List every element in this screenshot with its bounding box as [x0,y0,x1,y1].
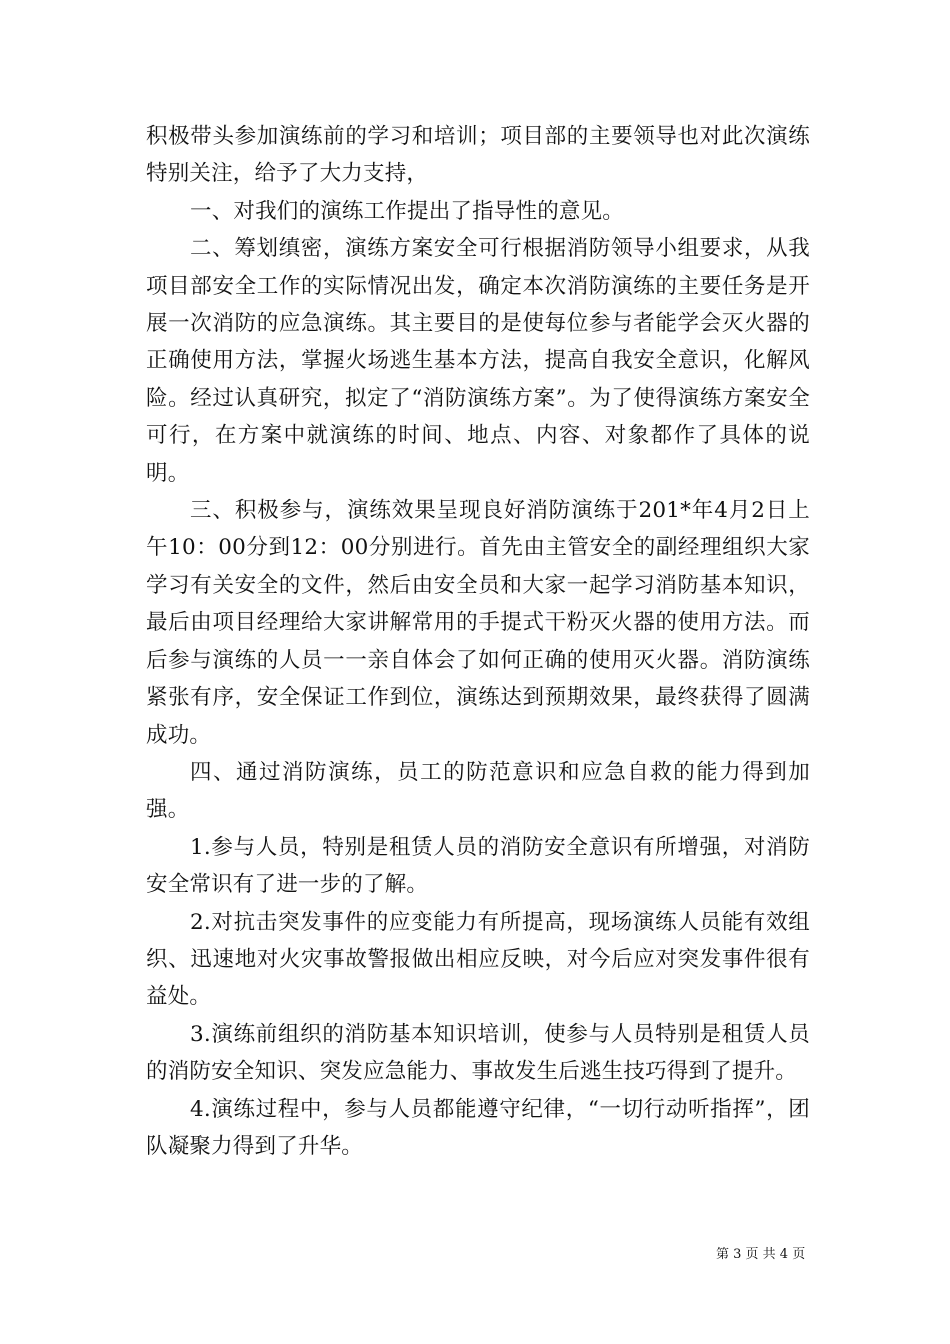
page-number: 第 3 页 共 4 页 [716,1247,806,1262]
list-item-3: 3.演练前组织的消防基本知识培训，使参与人员特别是租赁人员的消防安全知识、突发应急能力、事故发生后逃生技巧得到了提升。 [146,1021,810,1085]
list-item-4: 4.演练过程中，参与人员都能遵守纪律，“一切行动听指挥”，团队凝聚力得到了升华。 [146,1096,810,1159]
list-item-1: 1.参与人员，特别是租赁人员的消防安全意识有所增强，对消防安全常识有了进一步的了解。 [146,834,810,898]
document-body [146,118,810,1165]
paragraph-section-1: 一、对我们的演练工作提出了指导性的意见。 [190,198,625,224]
paragraph-section-3: 三、积极参与，演练效果呈现良好消防演练于201*年4月2日上午10：00分到12：00分别进行。首先由主管安全的副经理组织大家学习有关安全的文件，然后由安全员和大家一起学习消防基本知识，最后由项目经理给大家讲解常用的手提式干粉灭火器的使用方法。而后参与演练的人员一一亲自体会了如何正确的使用灭火器。消防演练紧张有序，安全保证工作到位，演练达到预期效果，最终获得了圆满成功。 [146,498,810,748]
list-item-2: 2.对抗击突发事件的应变能力有所提高，现场演练人员能有效组织、迅速地对火灾事故警报做出相应反映，对今后应对突发事件很有益处。 [146,909,810,1010]
paragraph-section-4: 四、通过消防演练，员工的防范意识和应急自救的能力得到加强。 [146,759,810,823]
paragraph-section-2: 二、筹划缜密，演练方案安全可行根据消防领导小组要求，从我项目部安全工作的实际情况出发，确定本次消防演练的主要任务是开展一次消防的应急演练。其主要目的是使每位参与者能学会灭火器的正确使用方法，掌握火场逃生基本方法，提高自我安全意识，化解风险。经过认真研究，拟定了“消防演练方案”。为了使得演练方案安全可行，在方案中就演练的时间、地点、内容、对象都作了具体的说明。 [146,236,810,486]
paragraph-continuation: 积极带头参加演练前的学习和培训；项目部的主要领导也对此次演练特别关注，给予了大力支持， [146,124,810,187]
